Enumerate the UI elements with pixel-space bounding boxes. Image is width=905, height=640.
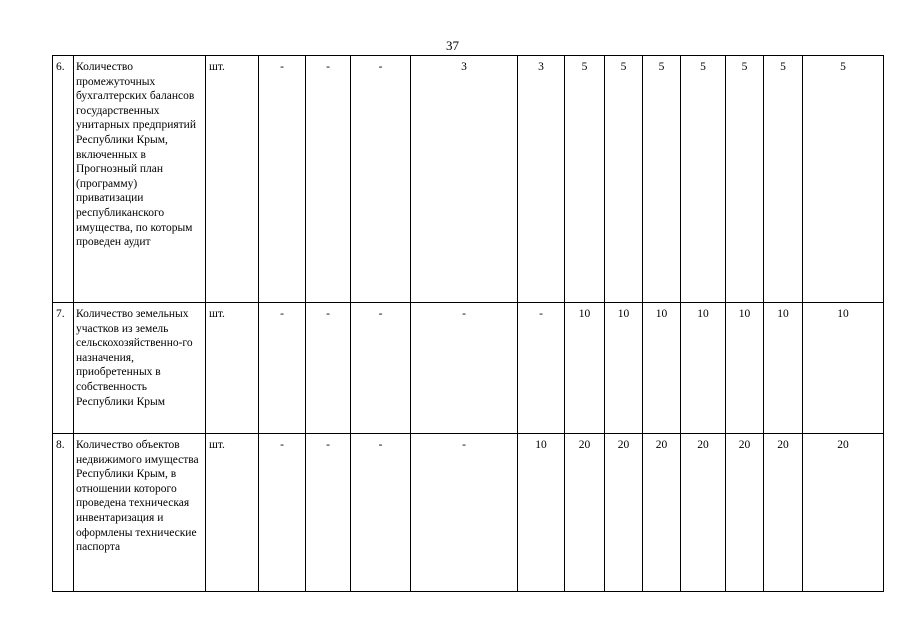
value-cell: 20	[605, 434, 643, 592]
indicator-name: Количество объектов недвижимого имущества Республики Крым, в отношении которого проведена техническая инвентаризация и оформлены технические паспорта	[74, 434, 206, 592]
table-row	[53, 434, 884, 592]
unit-cell: шт.	[206, 434, 259, 592]
value-cell: -	[518, 303, 565, 434]
value-cell: 5	[643, 56, 681, 303]
table-row	[53, 56, 884, 303]
value-cell: -	[351, 434, 411, 592]
table-body	[53, 56, 884, 592]
value-cell: 20	[565, 434, 605, 592]
value-cell: 5	[681, 56, 726, 303]
row-number: 7.	[53, 303, 74, 434]
page-number: 37	[446, 38, 459, 53]
value-cell: 10	[565, 303, 605, 434]
unit-cell: шт.	[206, 303, 259, 434]
value-cell: -	[306, 434, 351, 592]
value-cell: -	[259, 434, 306, 592]
value-cell: 10	[764, 303, 803, 434]
value-cell: 10	[726, 303, 764, 434]
indicator-name: Количество промежуточных бухгалтерских балансов государственных унитарных предприятий Республики Крым, включенных в Прогнозный план (программу) приватизации республиканского имущества, по которым проведен аудит	[74, 56, 206, 303]
value-cell: 10	[681, 303, 726, 434]
value-cell: 5	[726, 56, 764, 303]
indicator-name: Количество земельных участков из земель сельскохозяйственно-го назначения, приобретенных в собственность Республики Крым	[74, 303, 206, 434]
table-row	[53, 303, 884, 434]
value-cell: -	[259, 303, 306, 434]
value-cell: 5	[803, 56, 884, 303]
value-cell: -	[411, 303, 518, 434]
value-cell: 20	[681, 434, 726, 592]
indicators-table	[52, 55, 884, 592]
value-cell: 5	[565, 56, 605, 303]
value-cell: 10	[518, 434, 565, 592]
value-cell: 10	[643, 303, 681, 434]
value-cell: 20	[764, 434, 803, 592]
value-cell: -	[351, 56, 411, 303]
row-number: 8.	[53, 434, 74, 592]
value-cell: 10	[605, 303, 643, 434]
row-number: 6.	[53, 56, 74, 303]
value-cell: 3	[518, 56, 565, 303]
value-cell: 10	[803, 303, 884, 434]
value-cell: 3	[411, 56, 518, 303]
value-cell: 5	[605, 56, 643, 303]
value-cell: -	[306, 303, 351, 434]
value-cell: -	[351, 303, 411, 434]
value-cell: 20	[803, 434, 884, 592]
value-cell: -	[259, 56, 306, 303]
value-cell: 5	[764, 56, 803, 303]
value-cell: -	[306, 56, 351, 303]
value-cell: 20	[643, 434, 681, 592]
value-cell: 20	[726, 434, 764, 592]
unit-cell: шт.	[206, 56, 259, 303]
value-cell: -	[411, 434, 518, 592]
